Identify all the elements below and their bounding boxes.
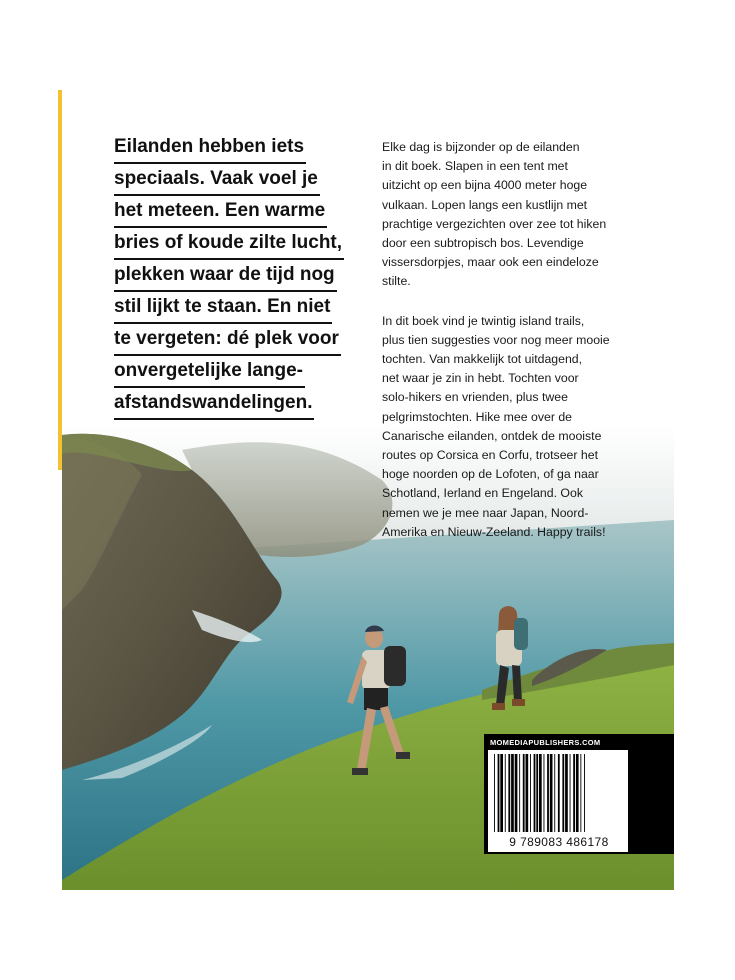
blurb-line: pelgrimstochten. Hike mee over de: [382, 409, 573, 424]
barcode-bar: [547, 754, 549, 832]
barcode-bar: [550, 754, 553, 832]
blurb-line: uitzicht op een bijna 4000 meter hoge: [382, 178, 588, 193]
barcode-bar: [534, 754, 536, 832]
blurb-line: Schotland, Ierland en Engeland. Ook: [382, 486, 583, 501]
quote-line: plekken waar de tijd nog: [114, 260, 337, 292]
blurb-line: In dit boek vind je twintig island trails,: [382, 313, 585, 328]
barcode-bar: [544, 754, 545, 832]
barcode-bar: [580, 754, 581, 832]
barcode-bar: [558, 754, 560, 832]
barcode-bar: [536, 754, 538, 832]
quote-line: onvergetelijke lange-: [114, 356, 305, 388]
blurb-line: in dit boek. Slapen in een tent met: [382, 159, 568, 174]
blurb-paragraph-1: [382, 138, 667, 292]
barcode-bar: [539, 754, 542, 832]
pull-quote: [114, 132, 364, 420]
blurb-text: [382, 138, 667, 562]
barcode-bar: [530, 754, 531, 832]
blurb-line: solo-hikers en vrienden, plus twee: [382, 390, 568, 405]
barcode-bar: [562, 754, 564, 832]
barcode-bar: [515, 754, 518, 832]
blurb-line: prachtige vergezichten over zee tot hiken: [382, 216, 607, 231]
barcode-bar: [576, 754, 579, 832]
barcode-bar: [573, 754, 575, 832]
blurb-line: nemen we je mee naar Japan, Noord-: [382, 505, 589, 520]
barcode-bar: [523, 754, 525, 832]
blurb-line: stilte.: [382, 274, 411, 289]
barcode-bar: [500, 754, 503, 832]
barcode-bar: [505, 754, 506, 832]
barcode-bar: [519, 754, 520, 832]
quote-line: speciaals. Vaak voel je: [114, 164, 320, 196]
quote-line: stil lijkt te staan. En niet: [114, 292, 332, 324]
barcode-bar: [565, 754, 568, 832]
barcode-bar: [498, 754, 500, 832]
blurb-paragraph-2: [382, 312, 667, 542]
quote-line: het meteen. Een warme: [114, 196, 327, 228]
barcode-bar: [494, 754, 495, 832]
quote-line: afstandswandelingen.: [114, 388, 314, 420]
blurb-line: Canarische eilanden, ontdek de mooiste: [382, 428, 602, 443]
blurb-line: door een subtropisch bos. Levendige: [382, 236, 584, 251]
blurb-line: hoge noorden op de Lofoten, of ga naar: [382, 467, 599, 482]
publisher-url: MOMEDIAPUBLISHERS.COM: [490, 738, 601, 747]
quote-line: bries of koude zilte lucht,: [114, 228, 344, 260]
blurb-line: tochten. Van makkelijk tot uitdagend,: [382, 352, 583, 367]
isbn-number: 9 789083 486178: [509, 835, 609, 849]
barcode-bar: [508, 754, 510, 832]
barcode-bar: [511, 754, 514, 832]
blurb-line: net waar je zin in hebt. Tochten voor: [382, 371, 579, 386]
blurb-line: routes op Corsica en Corfu, trotseer het: [382, 448, 598, 463]
blurb-line: Amerika en Nieuw-Zeeland. Happy trails!: [382, 524, 606, 539]
barcode-bar: [554, 754, 555, 832]
blurb-line: plus tien suggesties voor nog meer mooie: [382, 332, 610, 347]
quote-line: te vergeten: dé plek voor: [114, 324, 341, 356]
barcode-bar: [584, 754, 585, 832]
barcode-bars: [493, 754, 623, 832]
barcode-bar: [570, 754, 571, 832]
book-back-cover: [62, 90, 674, 890]
blurb-line: Elke dag is bijzonder op de eilanden: [382, 140, 580, 154]
blurb-line: vulkaan. Lopen langs een kustlijn met: [382, 197, 588, 212]
barcode-bar: [526, 754, 529, 832]
quote-line: Eilanden hebben iets: [114, 132, 306, 164]
blurb-line: vissersdorpjes, maar ook een eindeloze: [382, 255, 599, 270]
